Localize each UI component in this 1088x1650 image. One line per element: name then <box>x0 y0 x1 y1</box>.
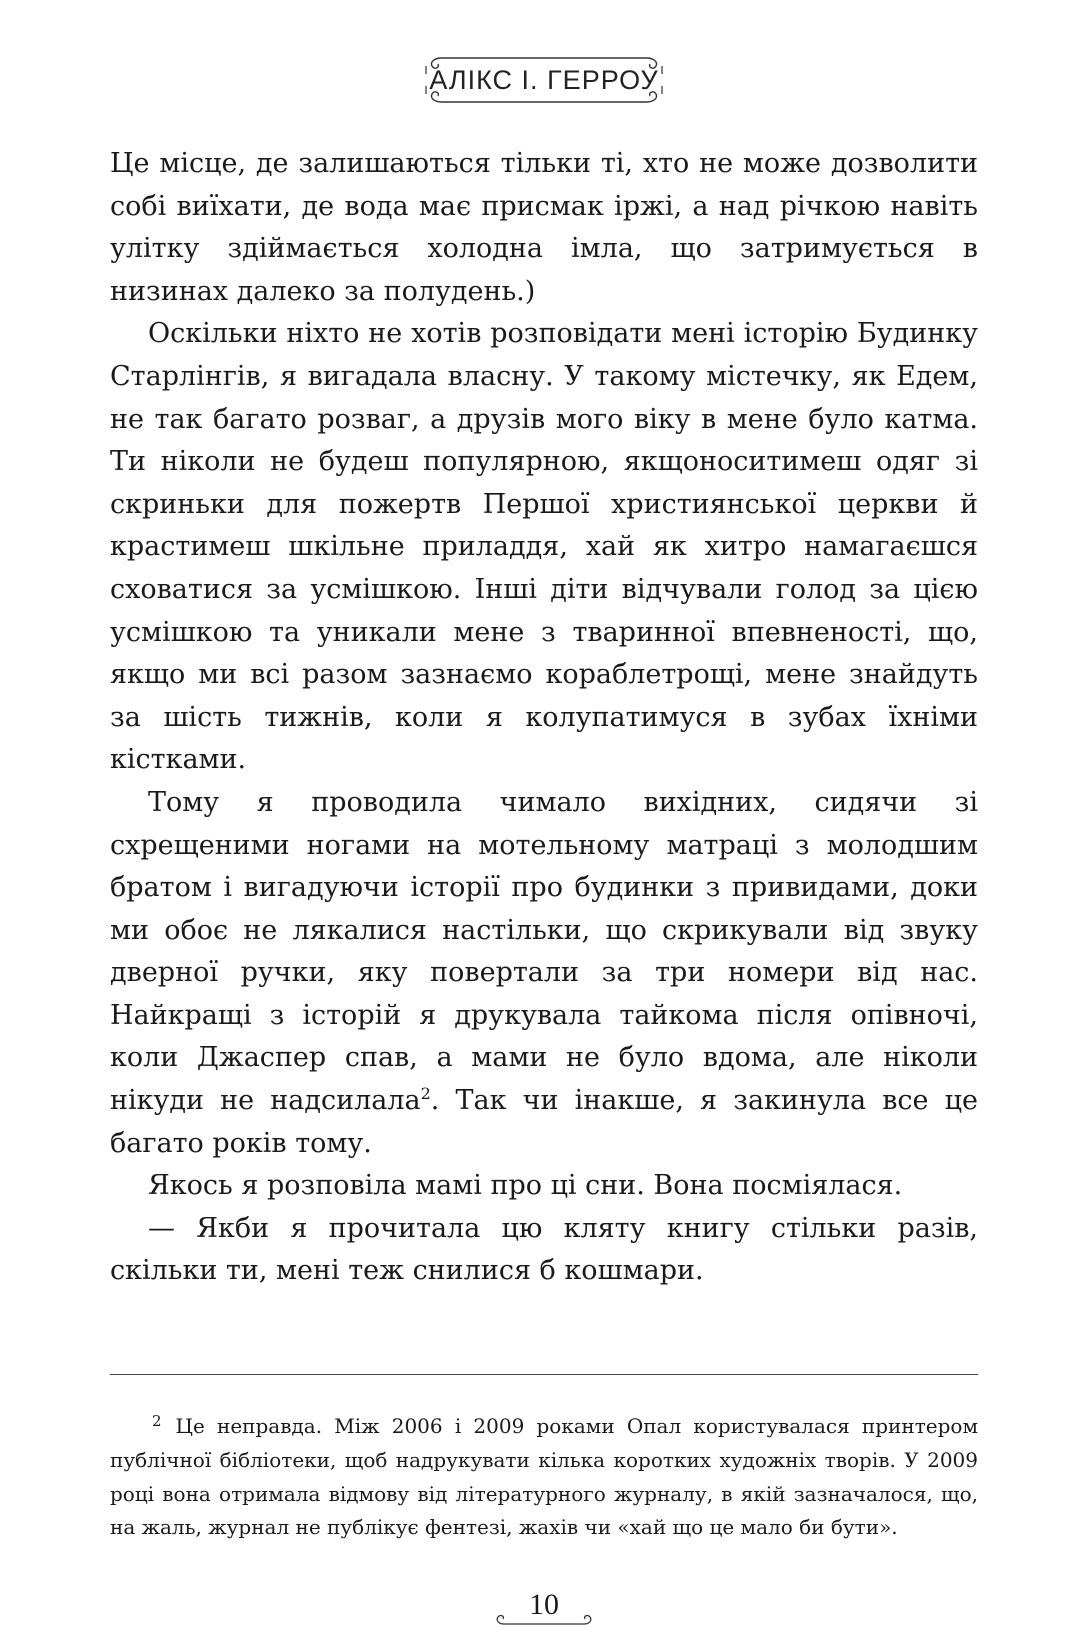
paragraph-3-tail: . Так чи інакше, я закинула все це багато років тому. <box>110 1085 978 1159</box>
paragraph-4: Якось я розповіла мамі про ці сни. Вона посміялася. <box>148 1170 903 1202</box>
footnote <box>110 1410 978 1545</box>
footnote-reference[interactable]: 2 <box>420 1084 431 1104</box>
footnote-text: Це неправда. Між 2006 і 2009 роками Опал користувалася принтером публічної бібліотеки, щоб надрукувати кілька коротких художніх творів. У 2009 році вона отримала відмову від літературного журналу, в якій зазначалося, що, на жаль, журнал не публікує фентезі, жахів чи «хай що це мало би бути». <box>110 1414 978 1540</box>
running-header <box>0 52 1088 108</box>
paragraph-1: Це місце, де залишаються тільки ті, хто не може дозволити собі виїхати, де вода має присмак іржі, а над річкою навіть улітку здіймається холодна імла, що затримується в низинах далеко за полудень.) <box>110 148 978 307</box>
paragraph-2: Оскільки ніхто не хотів розповідати мені історію Будинку Старлінгів, я вигадала власну. У такому містечку, як Едем, не так багато розваг, а друзів мого віку в мене було катма. Ти ніколи не будеш популярною, якщоноситимеш одяг зі скриньки для пожертв Першої християнської церкви й крастимеш шкільне приладдя, хай як хитро намагаєшся сховатися за усмішкою. Інші діти відчували голод за цією усмішкою та уникали мене з тваринної впевненості, що, якщо ми всі разом зазнаємо кораблетрощі, мене знайдуть за шість тижнів, коли я колупатимуся в зубах їхніми кістками. <box>110 318 978 776</box>
footnote-marker: 2 <box>152 1412 162 1430</box>
page-number: 10 <box>529 1588 559 1621</box>
paragraph-5: — Якби я прочитала цю кляту книгу стільки разів, скільки ти, мені теж снилися б кошмари. <box>110 1212 978 1287</box>
paragraph-3-text: Тому я проводила чимало вихідних, сидячи зі схрещеними ногами на мотельному матраці з молодшим братом і вигадуючи історії про будинки з привидами, доки ми обоє не лякалися настільки, що скрикували від звуку дверної ручки, яку повертали за три номери від нас. Найкращі з історій я друкувала тайкома після опівночі, коли Джаспер спав, а мами не було вдома, але ніколи нікуди не надсилала <box>110 786 978 1117</box>
footnote-divider <box>110 1374 978 1375</box>
running-title: АЛІКС І. ГЕРРОУ <box>429 65 659 95</box>
paragraph-3 <box>110 782 978 1165</box>
body-text <box>110 143 978 1293</box>
